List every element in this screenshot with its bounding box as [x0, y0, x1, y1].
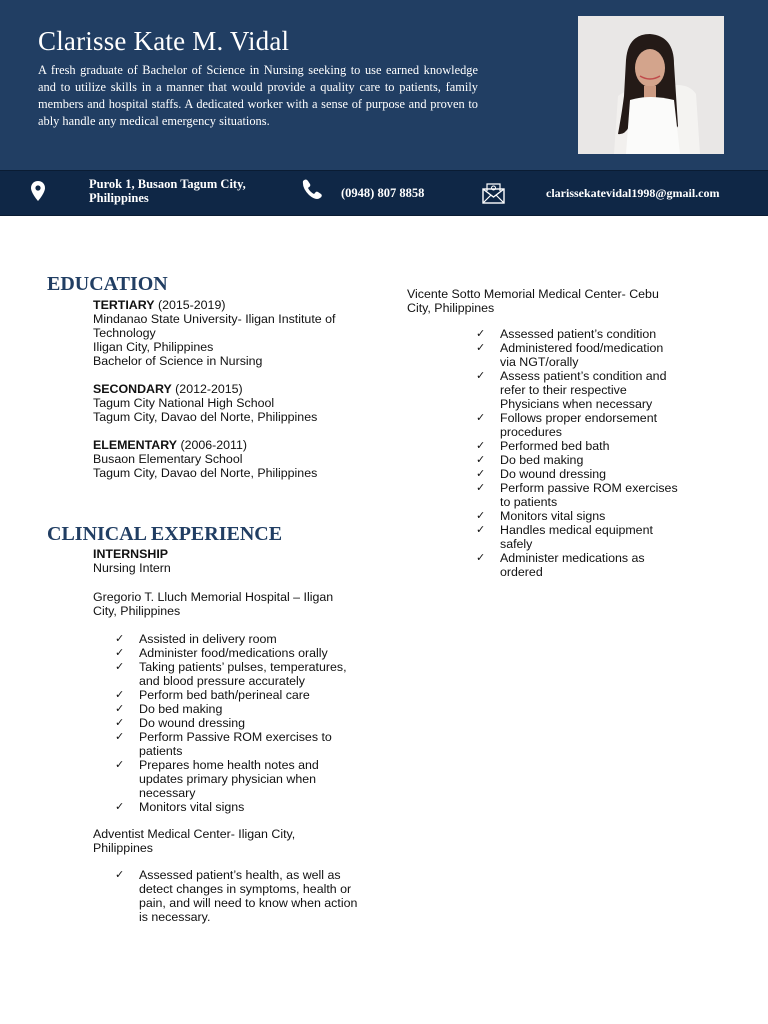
duty-text: Assessed patient’s condition	[500, 327, 657, 341]
header-banner	[0, 0, 768, 170]
duty-item	[476, 481, 682, 509]
check-icon: ✓	[115, 759, 125, 771]
duty-text: Perform bed bath/perineal care	[139, 688, 310, 702]
education-elementary	[93, 438, 363, 480]
check-icon: ✓	[476, 412, 486, 424]
check-icon: ✓	[115, 647, 125, 659]
duty-item	[115, 758, 365, 800]
hospital-1-name: Gregorio T. Lluch Memorial Hospital – Iligan City, Philippines	[93, 590, 334, 618]
candidate-name: Clarisse Kate M. Vidal	[38, 26, 290, 56]
hospital-1-duties	[115, 632, 365, 814]
duty-text: Administer food/medications orally	[139, 646, 328, 660]
check-icon: ✓	[115, 689, 125, 701]
duty-text: Follows proper endorsement procedures	[500, 411, 658, 439]
elementary-years: (2006-2011)	[180, 438, 248, 452]
duty-text: Monitors vital signs	[139, 800, 245, 814]
check-icon: ✓	[476, 342, 486, 354]
check-icon: ✓	[476, 524, 486, 536]
check-icon: ✓	[476, 370, 486, 382]
profile-photo	[578, 16, 724, 154]
phone-icon	[300, 178, 324, 205]
tertiary-school: Mindanao State University- Iligan Institute of Technology	[93, 312, 336, 340]
secondary-years: (2012-2015)	[175, 382, 243, 396]
tertiary-location: Iligan City, Philippines	[93, 340, 214, 354]
duty-item	[115, 660, 365, 688]
duty-text: Taking patients’ pulses, temperatures, and blood pressure accurately	[139, 660, 347, 688]
duty-text: Administered food/medication via NGT/orally	[500, 341, 664, 369]
tertiary-years: (2015-2019)	[157, 298, 226, 312]
education-secondary	[93, 382, 363, 424]
secondary-label: SECONDARY	[93, 382, 172, 396]
check-icon: ✓	[476, 440, 486, 452]
tertiary-label: TERTIARY	[93, 298, 155, 312]
hospital-3-name: Vicente Sotto Memorial Medical Center- Cebu City, Philippines	[407, 287, 659, 315]
duty-text: Perform Passive ROM exercises to patients	[139, 730, 332, 758]
elementary-location: Tagum City, Davao del Norte, Philippines	[93, 466, 318, 480]
duty-text: Prepares home health notes and updates primary physician when necessary	[139, 758, 319, 800]
contact-phone[interactable]: (0948) 807 8858	[341, 186, 425, 200]
check-icon: ✓	[476, 552, 486, 564]
duty-item	[115, 868, 365, 924]
duty-item	[476, 341, 682, 369]
duty-item	[476, 453, 682, 467]
duty-item	[115, 800, 365, 814]
contact-email[interactable]: clarissekatevidal1998@gmail.com	[546, 186, 720, 200]
duty-item	[476, 439, 682, 453]
duty-item	[115, 716, 365, 730]
clinical-experience-heading: CLINICAL EXPERIENCE	[47, 523, 283, 545]
duty-text: Assessed patient’s health, as well as detect changes in symptoms, health or pain, and will need to know when action is necessary.	[139, 868, 358, 924]
email-icon	[482, 182, 505, 209]
duty-text: Do bed making	[500, 453, 584, 467]
internship-role: Nursing Intern	[93, 561, 171, 575]
check-icon: ✓	[476, 328, 486, 340]
secondary-school: Tagum City National High School	[93, 396, 275, 410]
duty-item	[115, 646, 365, 660]
duty-item	[476, 369, 682, 411]
duty-text: Perform passive ROM exercises to patients	[500, 481, 678, 509]
location-pin-icon	[31, 181, 45, 206]
check-icon: ✓	[115, 801, 125, 813]
duty-text: Assess patient’s condition and refer to their respective Physicians when necessary	[500, 369, 667, 411]
duty-item	[115, 688, 365, 702]
career-summary: A fresh graduate of Bachelor of Science in Nursing seeking to use earned knowledge and to utilize skills in a manner that would provide a quality care to patients, family members and hospital staffs. A dedicated worker with a sense of purpose and proven to ably handle any medical emergency situations.	[38, 63, 478, 128]
duty-item	[476, 551, 682, 579]
duty-item	[115, 702, 365, 716]
check-icon: ✓	[115, 703, 125, 715]
duty-item	[115, 632, 365, 646]
education-heading: EDUCATION	[47, 273, 168, 295]
secondary-location: Tagum City, Davao del Norte, Philippines	[93, 410, 318, 424]
check-icon: ✓	[476, 510, 486, 522]
hospital-2-duties	[115, 868, 365, 924]
check-icon: ✓	[115, 731, 125, 743]
check-icon: ✓	[115, 661, 125, 673]
hospital-3-duties	[476, 327, 682, 579]
check-icon: ✓	[115, 717, 125, 729]
internship-block	[93, 547, 363, 575]
duty-text: Monitors vital signs	[500, 509, 606, 523]
internship-label: INTERNSHIP	[93, 547, 169, 561]
duty-item	[115, 730, 365, 758]
profile-photo-image	[578, 16, 724, 154]
duty-item	[476, 411, 682, 439]
hospital-2-name: Adventist Medical Center- Iligan City, Philippines	[93, 827, 296, 855]
duty-text: Handles medical equipment safely	[500, 523, 653, 551]
check-icon: ✓	[476, 482, 486, 494]
duty-item	[476, 327, 682, 341]
duty-item	[476, 467, 682, 481]
duty-text: Do wound dressing	[500, 467, 607, 481]
duty-item	[476, 509, 682, 523]
duty-text: Performed bed bath	[500, 439, 610, 453]
duty-text: Assisted in delivery room	[139, 632, 277, 646]
contact-address: Purok 1, Busaon Tagum City, Philippines	[89, 177, 246, 205]
duty-text: Do wound dressing	[139, 716, 246, 730]
duty-text: Administer medications as ordered	[500, 551, 645, 579]
elementary-label: ELEMENTARY	[93, 438, 177, 452]
elementary-school: Busaon Elementary School	[93, 452, 243, 466]
check-icon: ✓	[476, 468, 486, 480]
contact-bar	[0, 170, 768, 216]
duty-text: Do bed making	[139, 702, 223, 716]
check-icon: ✓	[115, 633, 125, 645]
duty-item	[476, 523, 682, 551]
tertiary-degree: Bachelor of Science in Nursing	[93, 354, 263, 368]
education-tertiary	[93, 298, 363, 368]
check-icon: ✓	[115, 869, 125, 881]
check-icon: ✓	[476, 454, 486, 466]
